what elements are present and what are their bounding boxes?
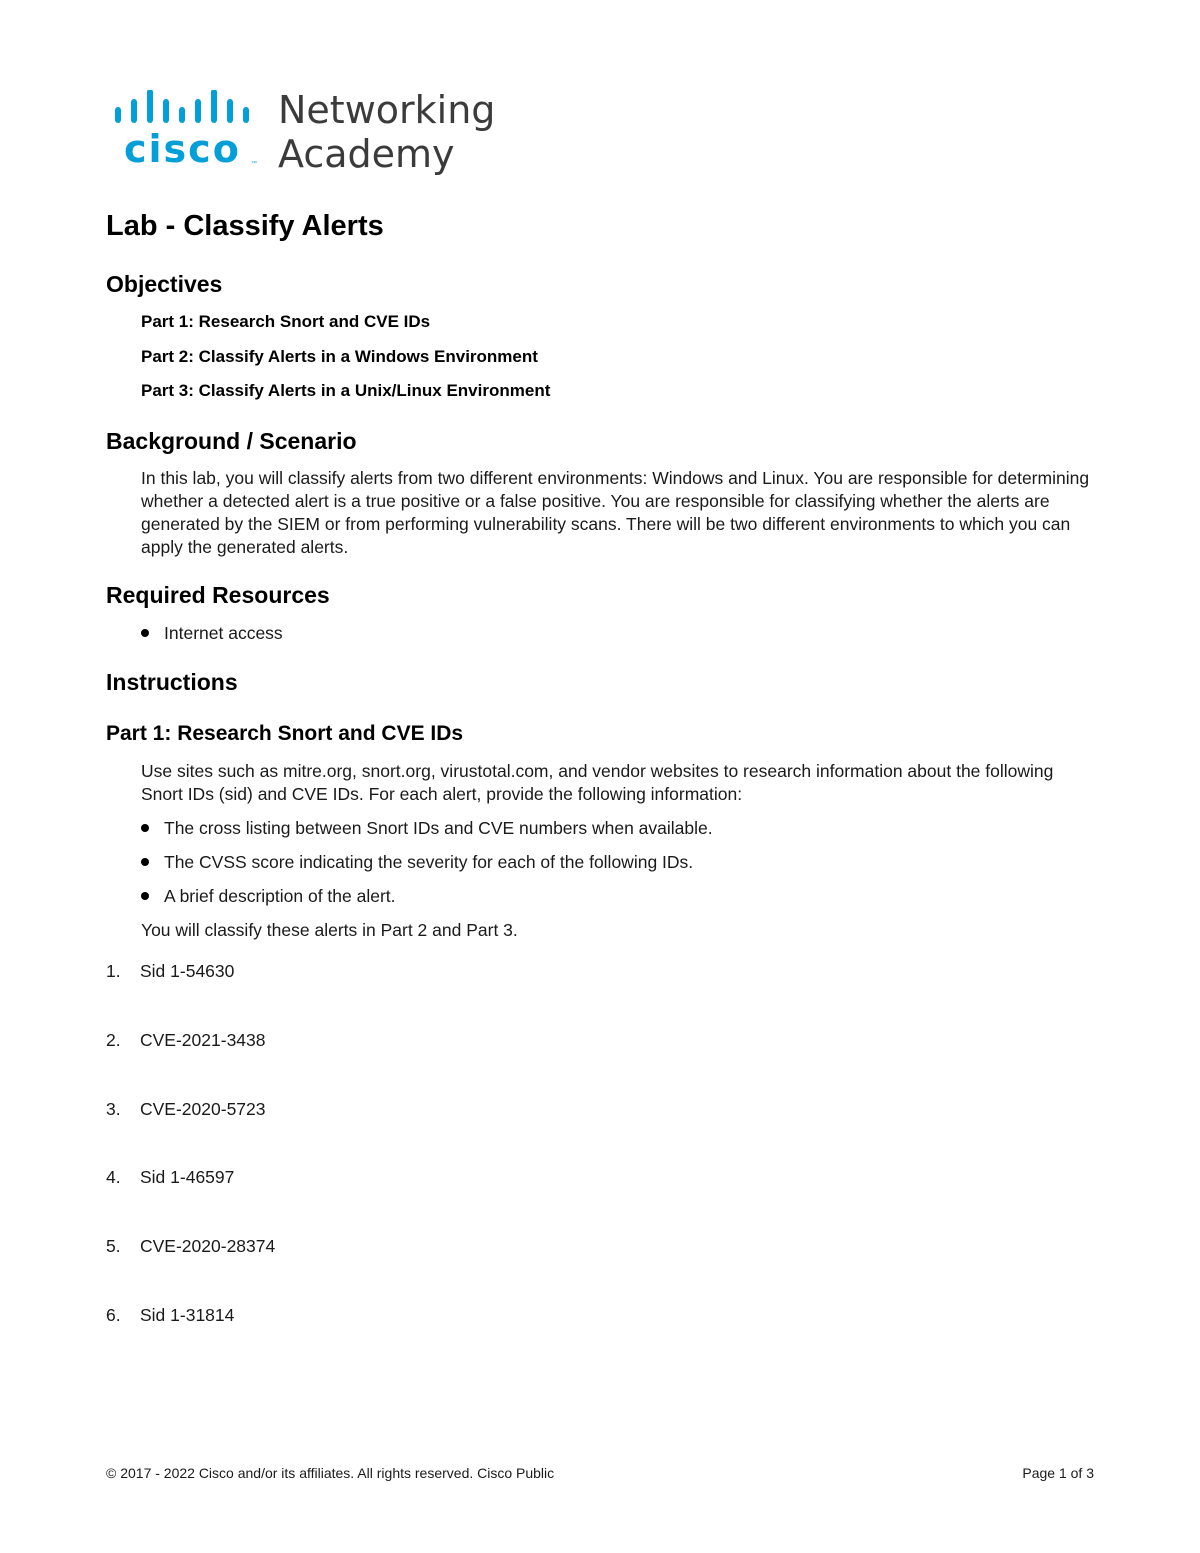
objectives-heading: Objectives: [106, 271, 223, 297]
footer-copyright: © 2017 - 2022 Cisco and/or its affiliates. All rights reserved. Cisco Public: [106, 1465, 555, 1481]
objective-item: Part 1: Research Snort and CVE IDs: [141, 312, 431, 331]
id-list-text: CVE-2020-28374: [140, 1236, 276, 1256]
bullet-icon: [141, 824, 149, 832]
id-list-number: 2.: [106, 1030, 121, 1050]
cisco-bars-icon: [112, 90, 260, 130]
part1-bullet: [141, 818, 713, 839]
logo-line-networking: Networking: [278, 88, 496, 132]
footer-page-number: Page 1 of 3: [1022, 1465, 1094, 1481]
part1-bullet: [141, 886, 396, 907]
bullet-icon: [141, 858, 149, 866]
background-paragraph: In this lab, you will classify alerts from two different environments: Windows and Linux. You are responsible for determining whether a detected alert is a true positive or a false positive. You are responsible for classifying whether the alerts are generated by the SIEM or from performing vulnerability scans. There will be two different environments to which you can apply the generated alerts.: [141, 468, 1090, 557]
id-list-text: Sid 1-31814: [140, 1305, 235, 1325]
objective-item: Part 2: Classify Alerts in a Windows Environment: [141, 347, 538, 366]
resource-item-text: Internet access: [164, 623, 283, 643]
id-list-item: [106, 1030, 266, 1051]
id-list-item: [106, 1167, 234, 1188]
id-list-number: 4.: [106, 1167, 121, 1187]
cisco-wordmark: cisco: [124, 127, 241, 171]
id-list-number: 5.: [106, 1236, 121, 1256]
instructions-heading: Instructions: [106, 669, 238, 695]
id-list-item: [106, 1305, 234, 1326]
part1-heading: Part 1: Research Snort and CVE IDs: [106, 722, 464, 745]
id-list-number: 6.: [106, 1305, 121, 1325]
logo-line-academy: Academy: [278, 132, 455, 176]
part1-bullet-text: A brief description of the alert.: [164, 886, 396, 906]
page-title: Lab - Classify Alerts: [106, 210, 384, 242]
resources-heading: Required Resources: [106, 582, 330, 608]
id-list-text: CVE-2021-3438: [140, 1030, 266, 1050]
part1-closing: You will classify these alerts in Part 2 and Part 3.: [141, 920, 518, 940]
id-list-text: Sid 1-46597: [140, 1167, 235, 1187]
trademark-symbol: ™: [251, 161, 257, 167]
id-list-number: 3.: [106, 1099, 121, 1119]
id-list-item: [106, 1236, 275, 1257]
id-list-item: [106, 1099, 266, 1120]
bullet-icon: [141, 892, 149, 900]
id-list-text: CVE-2020-5723: [140, 1099, 266, 1119]
resource-item: [141, 623, 283, 644]
part1-bullet: [141, 852, 693, 873]
id-list-item: [106, 961, 234, 982]
part1-intro: Use sites such as mitre.org, snort.org, virustotal.com, and vendor websites to research information about the following Snort IDs (sid) and CVE IDs. For each alert, provide the following information:: [141, 761, 1054, 804]
id-list-number: 1.: [106, 961, 121, 981]
part1-bullet-text: The CVSS score indicating the severity for each of the following IDs.: [164, 852, 694, 872]
cisco-networking-academy-logo: [108, 86, 508, 186]
id-list-text: Sid 1-54630: [140, 961, 235, 981]
logo-subtitle: [278, 88, 495, 176]
background-heading: Background / Scenario: [106, 428, 357, 454]
part1-bullet-text: The cross listing between Snort IDs and CVE numbers when available.: [164, 818, 713, 838]
objective-item: Part 3: Classify Alerts in a Unix/Linux Environment: [141, 381, 551, 400]
bullet-icon: [141, 629, 149, 637]
